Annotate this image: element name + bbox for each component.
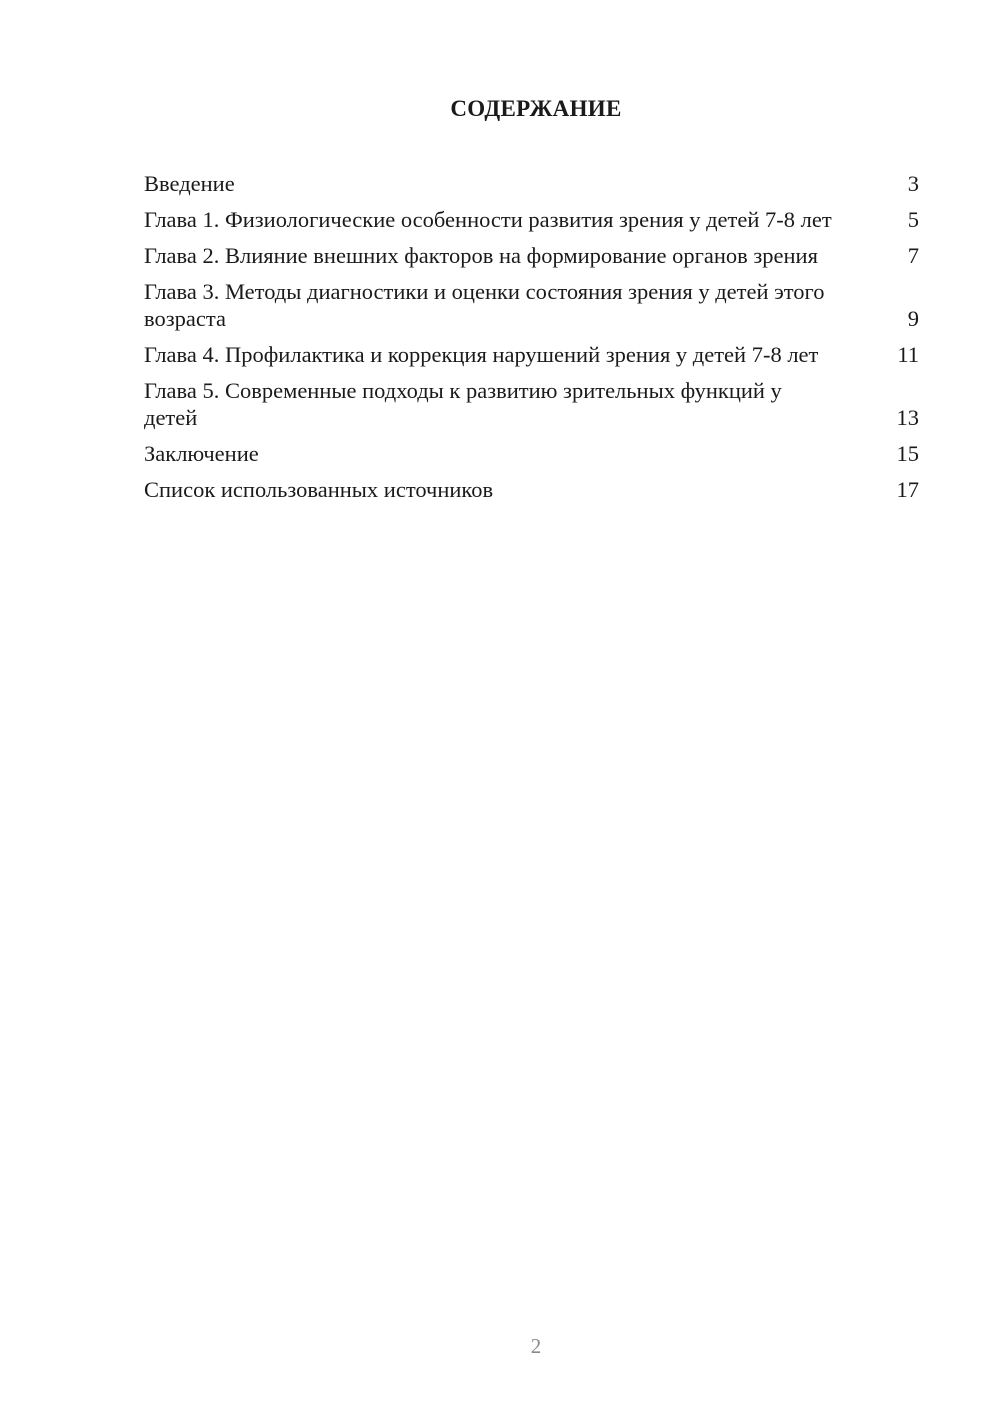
toc-entry-references[interactable] [144, 476, 919, 503]
toc-entry-page: 9 [907, 306, 919, 331]
toc-title: СОДЕРЖАНИЕ [450, 96, 622, 121]
toc-entry-chapter-2[interactable] [144, 242, 919, 269]
toc-entry-text: Глава 4. Профилактика и коррекция нарушений зрения у детей 7-8 лет [144, 342, 819, 367]
toc-entry-chapter-5[interactable] [144, 377, 919, 431]
toc-entry-page: 11 [897, 342, 919, 367]
toc-entry-chapter-1[interactable] [144, 206, 919, 233]
toc-entry-page: 15 [896, 441, 919, 466]
toc-list [144, 170, 919, 512]
toc-entry-conclusion[interactable] [144, 440, 919, 467]
toc-entry-page: 13 [896, 405, 919, 430]
toc-entry-text: Глава 2. Влияние внешних факторов на формирование органов зрения [144, 243, 818, 268]
toc-entry-page: 5 [907, 207, 919, 232]
toc-entry-text: Заключение [144, 441, 259, 466]
toc-entry-text: Список использованных источников [144, 477, 494, 502]
toc-entry-chapter-3[interactable] [144, 278, 919, 332]
toc-entry-text: Глава 3. Методы диагностики и оценки состояния зрения у детей этого возраста [144, 279, 825, 331]
toc-entry-introduction[interactable] [144, 170, 919, 197]
toc-entry-page: 7 [907, 243, 919, 268]
toc-entry-page: 3 [907, 171, 919, 196]
toc-entry-text: Введение [144, 171, 235, 196]
toc-entry-text: Глава 1. Физиологические особенности развития зрения у детей 7-8 лет [144, 207, 832, 232]
toc-entry-chapter-4[interactable] [144, 341, 919, 368]
toc-entry-text: Глава 5. Современные подходы к развитию зрительных функций у детей [144, 378, 782, 430]
toc-entry-page: 17 [896, 477, 919, 502]
page-number: 2 [530, 1334, 542, 1358]
